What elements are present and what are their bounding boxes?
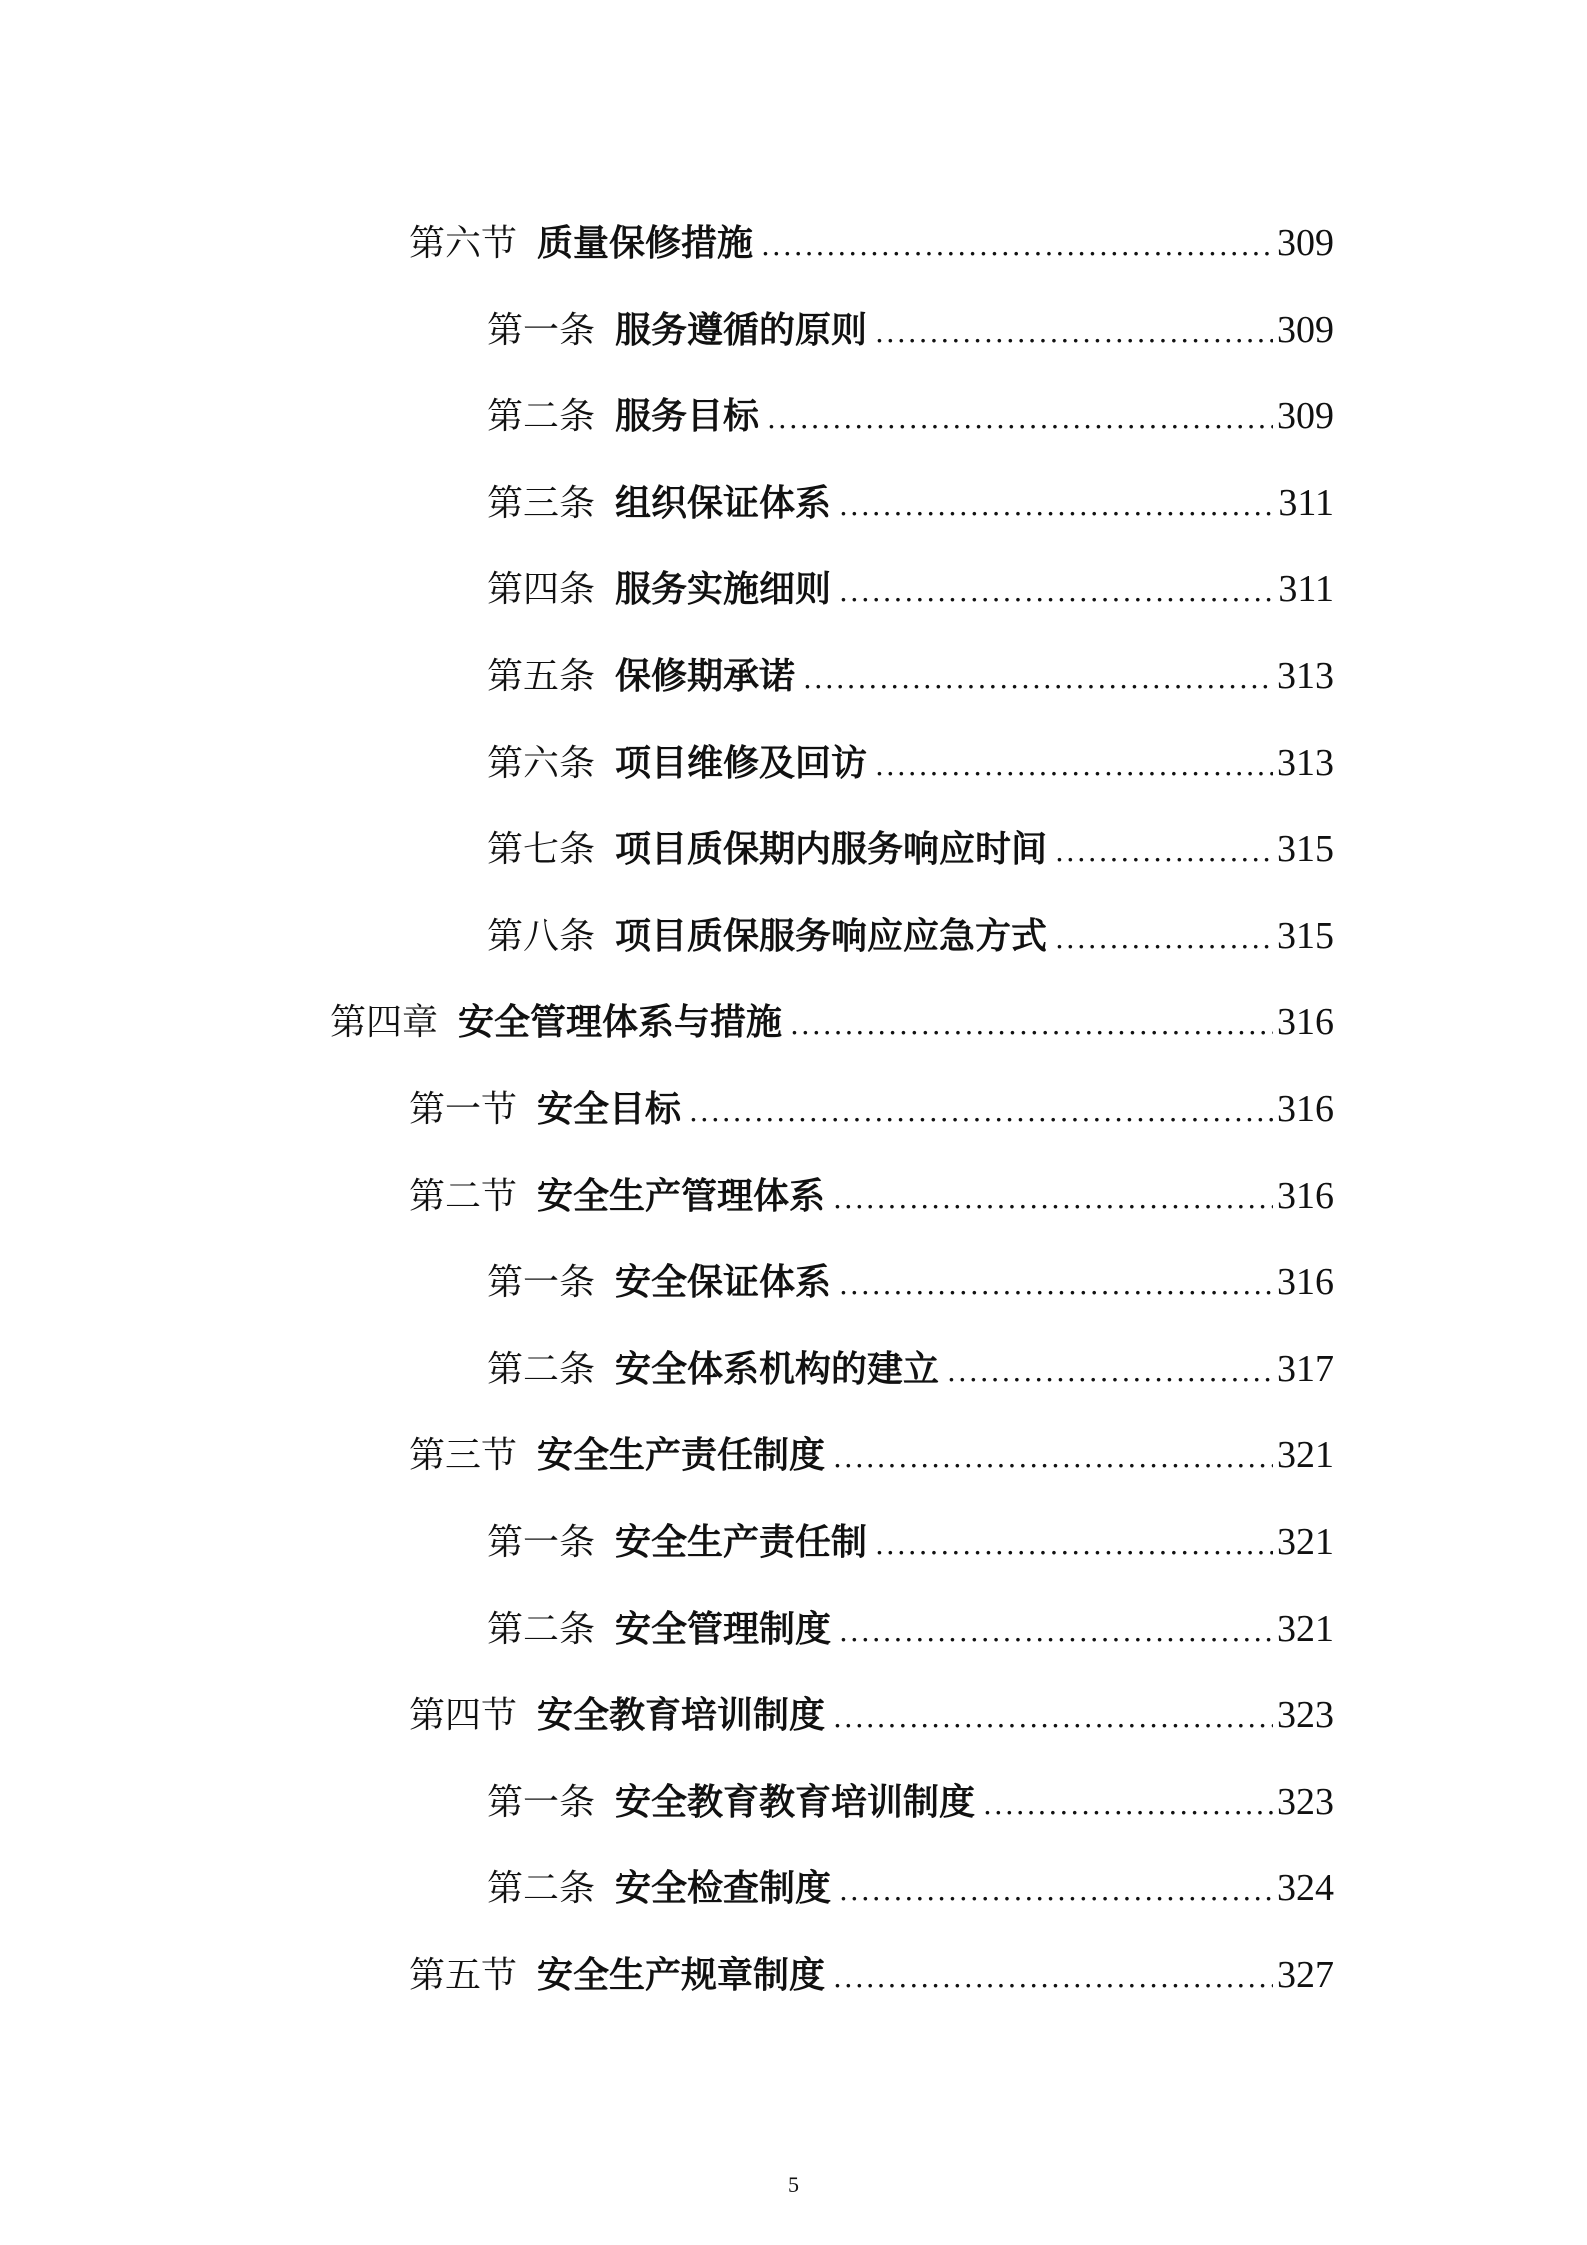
toc-entry-title: 项目质保服务响应应急方式 [615, 914, 1048, 957]
toc-entry-title: 安全管理体系与措施 [458, 1001, 783, 1044]
toc-entry[interactable] [0, 546, 1587, 633]
toc-entry[interactable] [0, 893, 1587, 980]
toc-entry-title: 安全生产责任制 [615, 1520, 868, 1563]
toc-entry-number: 第一条 [487, 1781, 596, 1823]
toc-entry-page: 315 [1277, 914, 1334, 957]
toc-entry-number: 第二条 [487, 1868, 596, 1910]
toc-entry-page: 309 [1277, 222, 1334, 264]
toc-entry-number: 第三条 [487, 482, 596, 524]
toc-entry-page: 311 [1278, 481, 1334, 524]
toc-dot-leader [983, 1762, 1273, 1849]
toc-dot-leader [1055, 896, 1273, 983]
toc-entry-number: 第二条 [487, 396, 596, 438]
toc-dot-leader [761, 203, 1273, 290]
toc-entry-page: 309 [1277, 308, 1334, 351]
toc-entry-title: 安全生产管理体系 [537, 1174, 826, 1217]
toc-entry-title: 服务目标 [615, 395, 760, 438]
toc-entry[interactable] [0, 633, 1587, 720]
toc-entry-number: 第二条 [487, 1608, 596, 1650]
toc-entry-number: 第二节 [409, 1175, 518, 1217]
toc-entry[interactable] [0, 1499, 1587, 1586]
toc-entry[interactable] [0, 1326, 1587, 1413]
toc-entry-page: 317 [1277, 1347, 1334, 1390]
toc-entry-page: 316 [1277, 1261, 1334, 1304]
toc-entry-title: 服务实施细则 [615, 568, 832, 611]
toc-entry-title: 保修期承诺 [615, 654, 796, 697]
toc-entry-number: 第一节 [409, 1088, 518, 1130]
toc-entry-title: 质量保修措施 [537, 222, 754, 264]
toc-entry-title: 安全目标 [537, 1087, 682, 1130]
toc-entry[interactable] [0, 1239, 1587, 1326]
toc-dot-leader [767, 376, 1273, 463]
toc-entry-number: 第七条 [487, 829, 596, 871]
toc-entry-page: 313 [1277, 741, 1334, 784]
toc-dot-leader [839, 463, 1274, 550]
toc-entry-number: 第四节 [409, 1695, 518, 1737]
toc-dot-leader [839, 1242, 1273, 1329]
page-number: 5 [788, 2172, 799, 2197]
toc-entry-number: 第一条 [487, 1262, 596, 1304]
toc-entry[interactable] [0, 979, 1587, 1066]
toc-entry-title: 服务遵循的原则 [615, 308, 868, 351]
toc-dot-leader [1055, 809, 1273, 896]
toc-entry-number: 第一条 [487, 1521, 596, 1563]
toc-entry-title: 安全生产责任制度 [537, 1434, 826, 1477]
toc-entry[interactable] [0, 1932, 1587, 2019]
toc-entry[interactable] [0, 1759, 1587, 1846]
toc-entry-number: 第四章 [330, 1002, 439, 1044]
toc-entry-page: 323 [1277, 1780, 1334, 1823]
toc-entry[interactable] [0, 1845, 1587, 1932]
toc-entry[interactable] [0, 1066, 1587, 1153]
toc-entry-title: 安全生产规章制度 [537, 1953, 826, 1996]
toc-entry-page: 321 [1277, 1434, 1334, 1477]
toc-entry[interactable] [0, 720, 1587, 807]
toc-entry[interactable] [0, 200, 1587, 287]
toc-dot-leader [833, 1156, 1273, 1243]
toc-entry-page: 324 [1277, 1867, 1334, 1910]
toc-entry-page: 321 [1277, 1520, 1334, 1563]
toc-dot-leader [875, 290, 1273, 377]
toc-dot-leader [803, 636, 1273, 723]
toc-entry-number: 第八条 [487, 915, 596, 957]
toc-entry-page: 315 [1277, 828, 1334, 871]
toc-dot-leader [833, 1675, 1273, 1762]
toc-entry-page: 323 [1277, 1694, 1334, 1737]
toc-entry[interactable] [0, 1586, 1587, 1673]
toc-entry[interactable] [0, 1672, 1587, 1759]
toc-dot-leader [839, 1589, 1273, 1676]
toc-entry-title: 安全教育培训制度 [537, 1694, 826, 1737]
toc-entry-title: 安全保证体系 [615, 1261, 832, 1304]
toc-entry[interactable] [0, 1412, 1587, 1499]
toc-entry-page: 321 [1277, 1607, 1334, 1650]
toc-dot-leader [875, 723, 1273, 810]
toc-entry[interactable] [0, 287, 1587, 374]
toc-entry-number: 第三节 [409, 1435, 518, 1477]
toc-dot-leader [875, 1502, 1273, 1589]
toc-dot-leader [839, 1848, 1273, 1935]
toc-entry[interactable] [0, 460, 1587, 547]
toc-entry-number: 第五节 [409, 1954, 518, 1996]
toc-entry[interactable] [0, 1153, 1587, 1240]
toc-dot-leader [947, 1329, 1273, 1416]
toc-entry-number: 第六条 [487, 742, 596, 784]
toc-dot-leader [839, 549, 1274, 636]
toc-entry-number: 第六节 [409, 223, 518, 264]
toc-entry-page: 311 [1278, 568, 1334, 611]
toc-entry-page: 309 [1277, 395, 1334, 438]
toc-entry[interactable] [0, 373, 1587, 460]
toc-entry-number: 第五条 [487, 655, 596, 697]
toc-entry-title: 安全教育教育培训制度 [615, 1780, 976, 1823]
toc-entry[interactable] [0, 806, 1587, 893]
toc-entry-number: 第四条 [487, 569, 596, 611]
toc-dot-leader [833, 1415, 1273, 1502]
toc-entry-title: 安全体系机构的建立 [615, 1347, 940, 1390]
toc-entry-title: 项目质保期内服务响应时间 [615, 828, 1048, 871]
toc-entry-page: 316 [1277, 1174, 1334, 1217]
toc-entry-number: 第二条 [487, 1348, 596, 1390]
toc-entry-number: 第一条 [487, 309, 596, 351]
toc-entry-title: 安全检查制度 [615, 1867, 832, 1910]
toc-entry-page: 316 [1277, 1001, 1334, 1044]
toc-dot-leader [833, 1935, 1273, 2022]
table-of-contents [0, 200, 1587, 2018]
toc-entry-title: 安全管理制度 [615, 1607, 832, 1650]
toc-entry-title: 项目维修及回访 [615, 741, 868, 784]
toc-dot-leader [790, 982, 1273, 1069]
toc-entry-page: 327 [1277, 1953, 1334, 1996]
toc-entry-page: 313 [1277, 654, 1334, 697]
toc-dot-leader [689, 1069, 1273, 1156]
toc-entry-page: 316 [1277, 1087, 1334, 1130]
toc-entry-title: 组织保证体系 [615, 481, 832, 524]
